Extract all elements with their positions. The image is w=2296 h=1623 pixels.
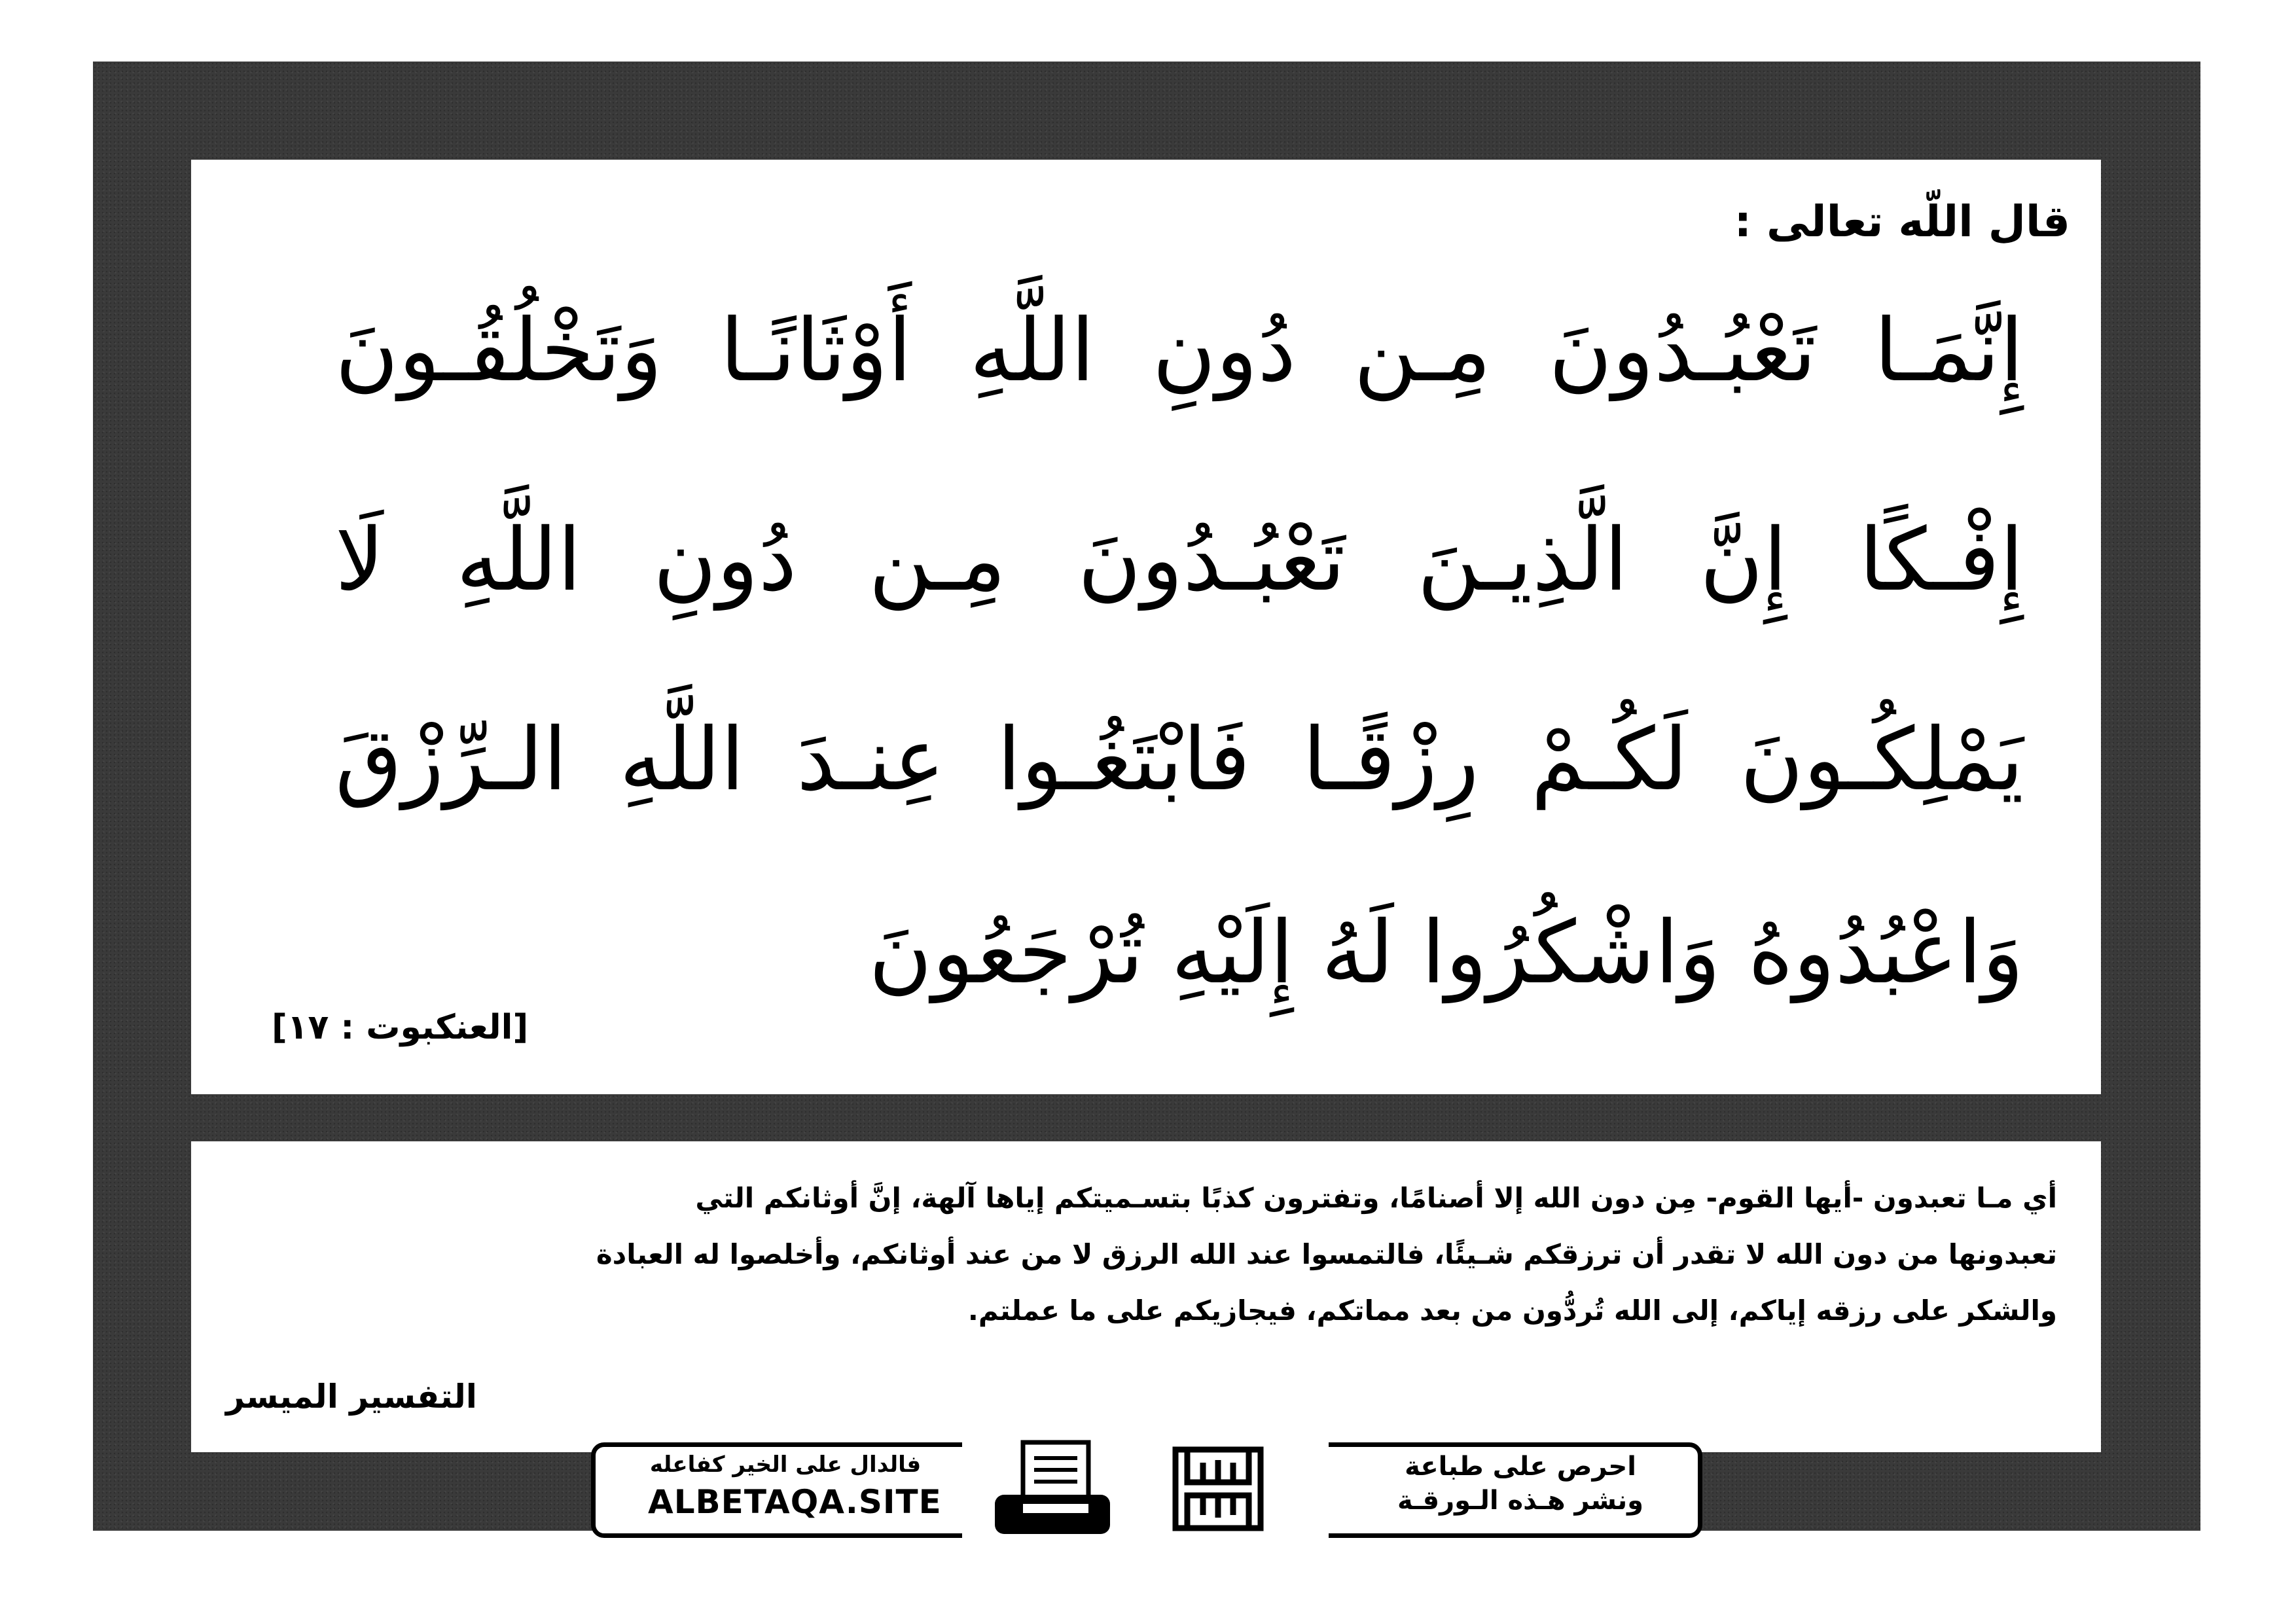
tafsir-line-2: تعبدونها من دون الله لا تقدر أن ترزقكم شـيئًا، فالتمسوا عند الله الرزق لا من عند أوثانكم، وأخلصوا له العبادة — [596, 1238, 2057, 1270]
verse-source: [العنكبوت : ١٧] — [272, 1008, 529, 1047]
footer-site-link[interactable]: ALBETAQA.SITE — [648, 1483, 942, 1521]
verse-line-3: يَمْلِكُـونَ لَكُـمْ رِزْقًـا فَابْتَغُـوا عِنـدَ اللَّهِ الـرِّزْقَ — [335, 709, 2024, 810]
verse-line-4: وَاعْبُدُوهُ وَاشْكُرُوا لَهُ إِلَيْهِ تُرْجَعُونَ — [869, 902, 2024, 1003]
tafsir-source: التفسير الميسر — [226, 1378, 477, 1416]
footer-print-line-1: احرص على طباعة — [1405, 1452, 1636, 1482]
logo-icon — [1169, 1443, 1267, 1537]
verse-intro: قال اللّه تعالى : — [1734, 196, 2070, 247]
tafsir-line-3: والشكر على رزقه إياكم، إلى الله تُردُّون من بعد مماتكم، فيجازيكم على ما عملتم. — [967, 1294, 2057, 1327]
tafsir-line-1: أي مـا تعبدون -أيها القوم- مِن دون الله إلا أصنامًا، وتفترون كذبًا بتسـميتكم إياها آلهة، إنَّ أوثانكم التي — [695, 1182, 2057, 1214]
verse-line-1: إِنَّمَـا تَعْبُـدُونَ مِـن دُونِ اللَّهِ أَوْثَانًـا وَتَخْلُقُـونَ — [335, 300, 2024, 401]
printer-icon — [987, 1437, 1118, 1544]
verse-line-2: إِفْـكًا إِنَّ الَّذِيـنَ تَعْبُـدُونَ مِـن دُونِ اللَّهِ لَا — [335, 510, 2024, 611]
footer-print-line-2: ونشر هـذه الـورقـة — [1397, 1486, 1644, 1516]
footer-slogan: فالدال على الخير كفاعله — [649, 1452, 922, 1478]
